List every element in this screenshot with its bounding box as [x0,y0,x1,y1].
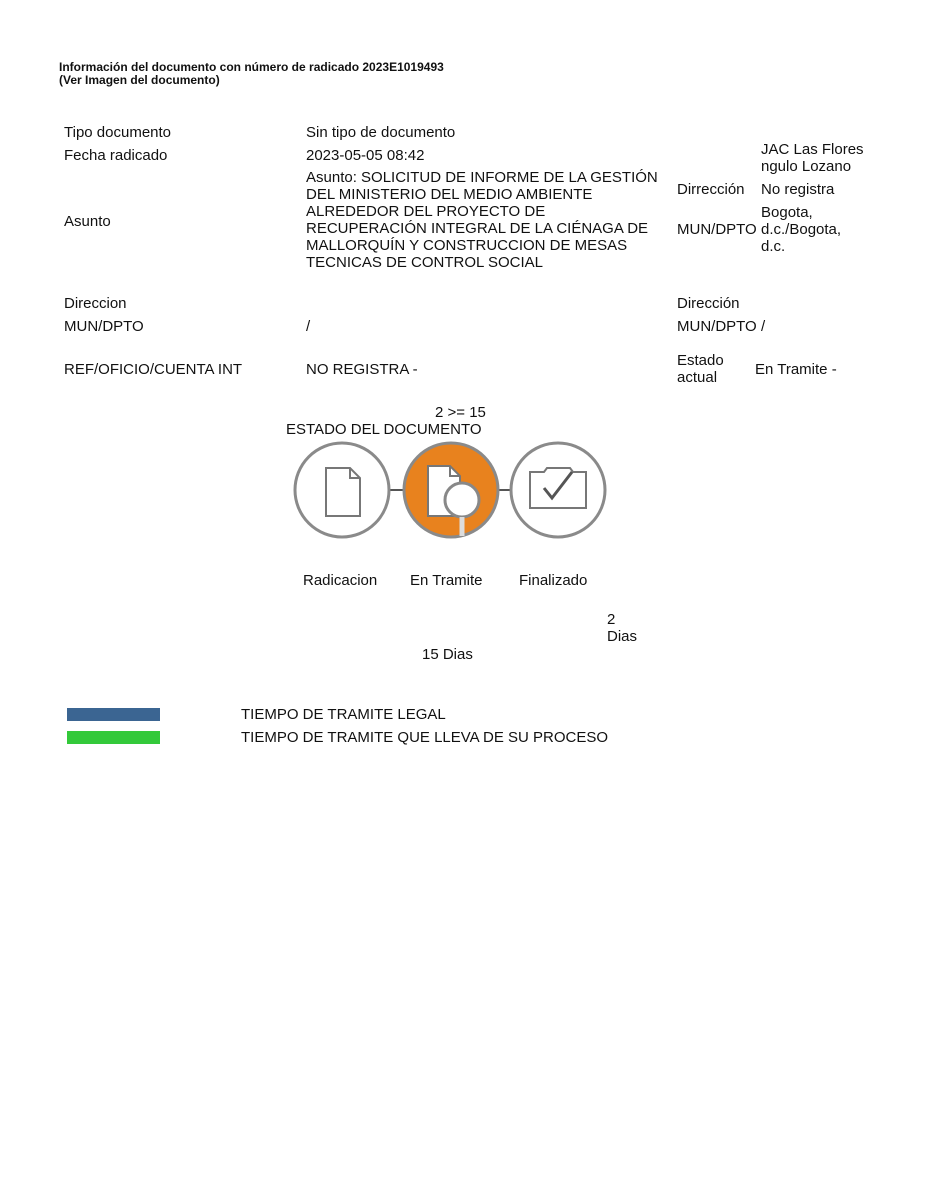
fecha-radicado-value: 2023-05-05 08:42 [306,147,425,164]
mun-dpto-sender-label: MUN/DPTO [677,221,757,238]
days-elapsed-value: 2 [607,611,616,628]
step-radicacion [295,443,389,537]
step-finalizado [511,443,605,537]
mun-dpto-left-value: / [306,318,311,335]
mun-dpto-sender-value: Bogota, d.c./Bogota, d.c. [761,204,842,255]
mun-dpto-left-label: MUN/DPTO [64,318,144,335]
estado-actual-label: Estado actual [677,352,724,386]
dirreccion-label: Dirrección [677,181,745,198]
asunto-value: Asunto: SOLICITUD DE INFORME DE LA GESTIÓN DEL MINISTERIO DEL MEDIO AMBIENTE ALREDEDOR DEL PROYECTO DE RECUPERACIÓN INTEGRAL DE LA CIÉNAGA DE MALLORQUÍN Y CONSTRUCCION DE MESAS TECNICAS DE CONTROL SOCIAL [306,169,658,271]
direccion-left-label: Direccion [64,295,127,312]
step-label-finalizado: Finalizado [519,572,588,589]
mun-dpto-right-label: MUN/DPTO [677,318,757,335]
mun-dpto-right-value: / [761,318,766,335]
step-label-radicacion: Radicacion [303,572,378,589]
folder-check-icon [530,468,586,508]
step-en-tramite [404,443,498,537]
days-legal: 15 Dias [422,646,473,663]
status-counter: 2 >= 15 [435,404,486,421]
dirreccion-value: No registra [761,181,835,198]
days-elapsed-unit: Dias [607,628,638,645]
status-progress-diagram [290,438,612,548]
ref-oficio-value: NO REGISTRA - [306,361,418,378]
step-label-en-tramite: En Tramite [410,572,483,589]
tipo-documento-value: Sin tipo de documento [306,124,456,141]
status-title: ESTADO DEL DOCUMENTO [286,421,482,438]
asunto-label: Asunto [64,213,111,230]
legend-label-process: TIEMPO DE TRAMITE QUE LLEVA DE SU PROCESO [241,729,609,746]
document-icon [326,468,360,516]
fecha-radicado-label: Fecha radicado [64,147,168,164]
view-image-link[interactable]: (Ver Imagen del documento) [59,73,220,87]
direccion-right-label: Dirección [677,295,740,312]
legend-label-legal: TIEMPO DE TRAMITE LEGAL [241,706,446,723]
sender-name-line-1: JAC Las Flores [761,141,864,158]
legend-swatch-process [67,731,160,744]
sender-name-line-2: ngulo Lozano [761,158,852,175]
estado-actual-value: En Tramite - [755,361,837,378]
legend-swatch-legal [67,708,160,721]
tipo-documento-label: Tipo documento [64,124,172,141]
ref-oficio-label: REF/OFICIO/CUENTA INT [64,361,243,378]
document-title: Información del documento con número de radicado 2023E1019493 [59,60,444,74]
